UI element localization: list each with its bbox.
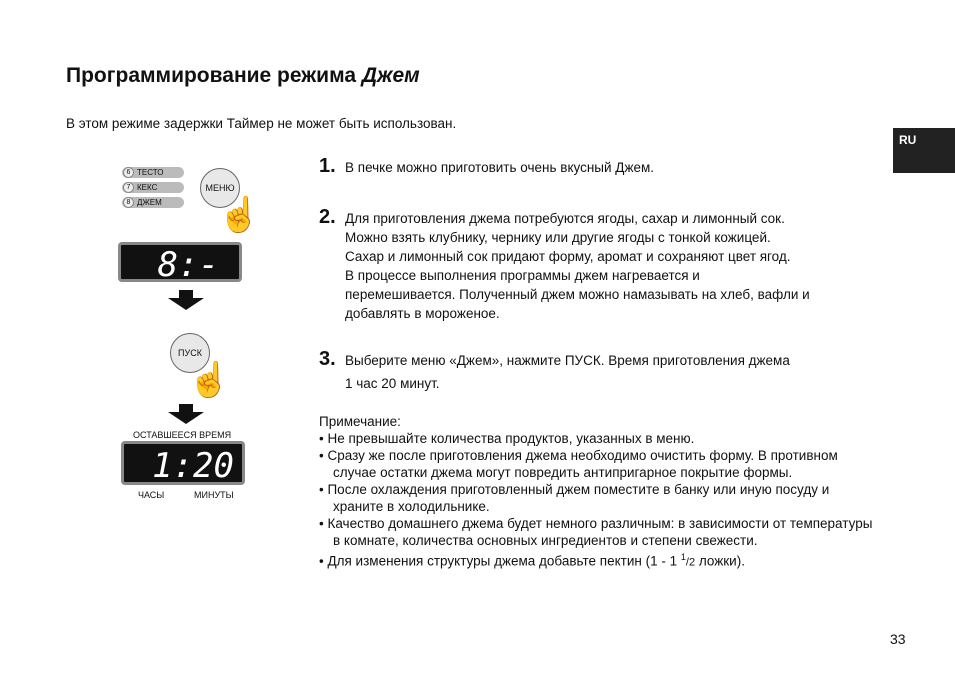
hours-label: ЧАСЫ [138,490,165,500]
menu-button: МЕНЮ [200,168,240,208]
display-program: 8:- [118,242,242,282]
note-item: • Для изменения структуры джема добавьте пектин (1 - 1 $^1$/2 ложки). [319,552,745,569]
minutes-label: МИНУТЫ [194,490,234,500]
step-text: Выберите меню «Джем», нажмите ПУСК. Время приготовления джема [345,353,790,368]
step-3 [319,350,790,393]
step-text: 1 час 20 минут. [345,376,440,391]
hand-pointer-icon: ☝ [188,361,231,399]
step-text: Можно взять клубнику, чернику или другие ягоды с тонкой кожицей. [345,230,771,245]
display-time: 1:20 [121,441,245,485]
remaining-time-label: ОСТАВШЕЕСЯ ВРЕМЯ [133,430,232,440]
note-item: • Качество домашнего джема будет немного различным: в зависимости от температуры в комнате, количества основных ингредиентов и степени свежести. [319,516,873,548]
hand-pointer-icon: ☝ [218,196,261,234]
step-text: Для приготовления джема потребуются ягоды, сахар и лимонный сок. [345,211,785,226]
menu-item-testo: 6 ТЕСТО [122,167,184,178]
note-item: • Сразу же после приготовления джема необходимо очистить форму. В противном случае остатки джема могут повредить антипригарное покрытие формы. [319,448,838,480]
menu-item-jam: 8 ДЖЕМ [122,197,184,208]
note-item: • Не превышайте количества продуктов, указанных в меню. [319,431,695,446]
step-number: 3. [319,348,336,370]
start-button: ПУСК [170,333,210,373]
step-text: Сахар и лимонный сок придают форму, аромат и сохраняют цвет ягод. [345,249,791,264]
notes-heading: Примечание: [319,414,401,429]
step-number: 1. [319,155,336,177]
step-text: В печке можно приготовить очень вкусный Джем. [345,160,655,175]
language-tab: RU [893,128,955,173]
step-text: перемешивается. Полученный джем можно намазывать на хлеб, вафли и [345,287,810,302]
step-text: В процессе выполнения программы джем нагревается и [345,268,700,283]
menu-item-keks: 7 КЕКС [122,182,184,193]
arrow-down-icon [179,290,193,298]
note-item: • После охлаждения приготовленный джем поместите в банку или иную посуду и храните в холодильнике. [319,482,830,514]
step-1 [319,157,654,177]
arrow-down-icon [179,404,193,412]
arrow-down-head [168,298,204,310]
page-number: 33 [890,631,906,647]
step-text: добавлять в мороженое. [345,306,500,321]
page-title: Программирование режима Джем [66,64,420,87]
subtitle: В этом режиме задержки Таймер не может быть использован. [66,116,457,131]
notes [319,413,879,572]
step-2 [319,208,810,323]
step-number: 2. [319,206,336,228]
arrow-down-head [168,412,204,424]
